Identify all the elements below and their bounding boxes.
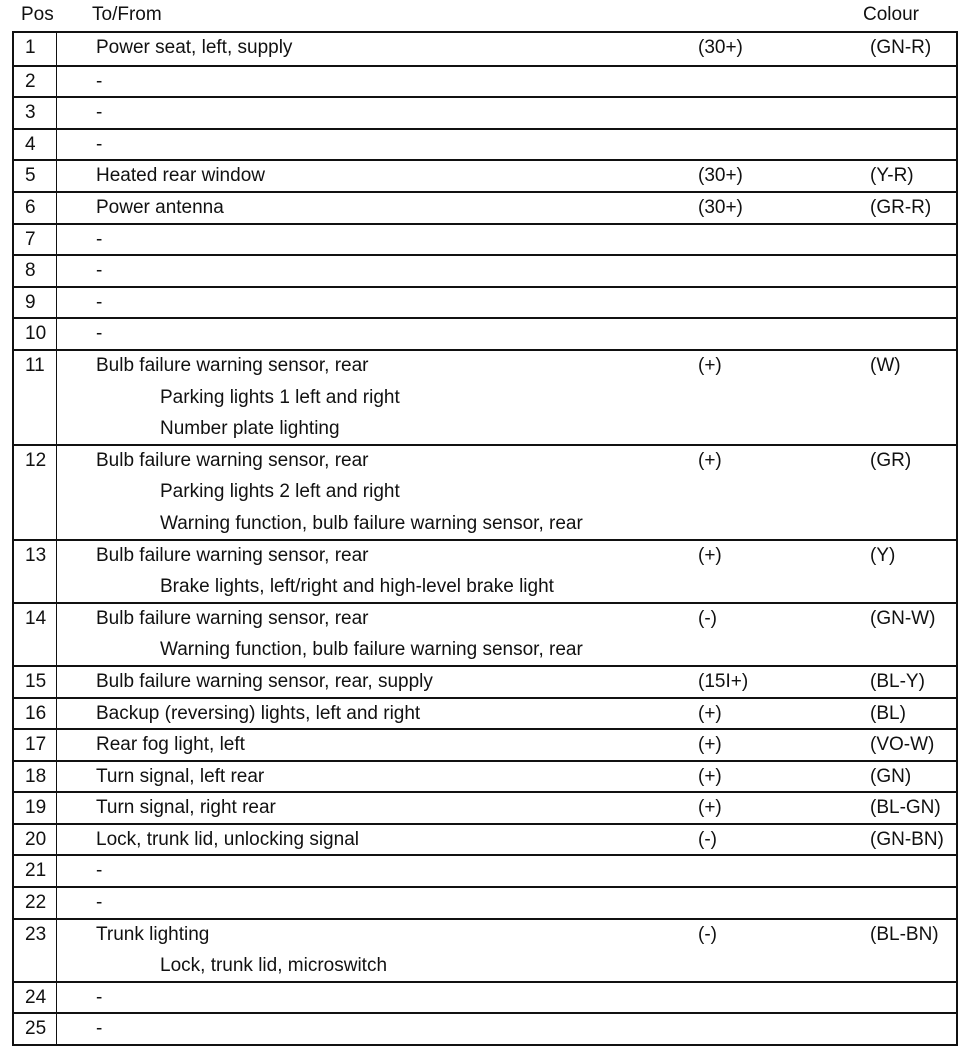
pos-cell — [14, 604, 57, 665]
pos-cell — [14, 888, 57, 918]
table-row — [14, 65, 956, 97]
pos-number: 1 — [25, 37, 36, 58]
wire-colour: (GN-BN) — [870, 828, 944, 850]
pos-cell — [14, 762, 57, 792]
pos-cell — [14, 98, 57, 128]
table-row — [14, 918, 956, 981]
description: Bulb failure warning sensor, rear — [96, 544, 369, 566]
wire-colour: (GN) — [870, 765, 912, 787]
pos-cell — [14, 793, 57, 823]
pos-number: 22 — [25, 892, 47, 914]
table-row — [14, 96, 956, 128]
table-row — [14, 159, 956, 191]
description: - — [96, 986, 103, 1008]
terminal-value: (15I+) — [698, 670, 749, 692]
sub-description: Brake lights, left/right and high-level brake light — [160, 576, 554, 598]
terminal-value: (+) — [698, 734, 722, 756]
wire-colour: (W) — [870, 354, 901, 376]
sub-description: Warning function, bulb failure warning sensor, rear — [160, 639, 583, 661]
pos-cell — [14, 319, 57, 349]
pos-cell — [14, 446, 57, 539]
pos-cell — [14, 730, 57, 760]
description: - — [96, 133, 103, 155]
pos-number: 25 — [25, 1018, 47, 1040]
description: Heated rear window — [96, 165, 265, 187]
pos-number: 12 — [25, 449, 47, 471]
terminal-value: (+) — [698, 449, 722, 471]
table-row — [14, 286, 956, 318]
pos-cell — [14, 699, 57, 729]
table-row — [14, 665, 956, 697]
terminal-value: (-) — [698, 828, 717, 850]
sub-description: Parking lights 2 left and right — [160, 481, 400, 503]
table-row — [14, 981, 956, 1013]
description: - — [96, 228, 103, 250]
pos-cell — [14, 161, 57, 191]
wire-colour: (GN-R) — [870, 37, 932, 58]
table-row — [14, 697, 956, 729]
pos-number: 6 — [25, 196, 36, 218]
pos-number: 23 — [25, 923, 47, 945]
wire-colour: (VO-W) — [870, 734, 935, 756]
pos-number: 24 — [25, 986, 47, 1008]
terminal-value: (+) — [698, 702, 722, 724]
connector-pin-table — [12, 31, 958, 1046]
wire-colour: (Y-R) — [870, 165, 914, 187]
wire-colour: (Y) — [870, 544, 896, 566]
pos-number: 18 — [25, 765, 47, 787]
table-row — [14, 1012, 956, 1044]
pos-cell — [14, 193, 57, 223]
pos-cell — [14, 351, 57, 444]
pos-number: 13 — [25, 544, 47, 566]
pos-cell — [14, 288, 57, 318]
pos-cell — [14, 130, 57, 160]
table-row — [14, 254, 956, 286]
pos-number: 4 — [25, 133, 36, 155]
pos-number: 10 — [25, 323, 47, 345]
description: Turn signal, right rear — [96, 797, 276, 819]
description: Turn signal, left rear — [96, 765, 265, 787]
sub-description: Parking lights 1 left and right — [160, 386, 400, 408]
pos-number: 15 — [25, 670, 47, 692]
description: Backup (reversing) lights, left and right — [96, 702, 421, 724]
terminal-value: (+) — [698, 544, 722, 566]
terminal-value: (+) — [698, 765, 722, 787]
table-row — [14, 128, 956, 160]
description: Trunk lighting — [96, 923, 210, 945]
pos-number: 7 — [25, 228, 36, 250]
sub-description: Lock, trunk lid, microswitch — [160, 955, 388, 977]
pos-number: 21 — [25, 860, 47, 882]
table-row — [14, 317, 956, 349]
pos-cell — [14, 856, 57, 886]
terminal-value: (30+) — [698, 196, 743, 218]
description: Bulb failure warning sensor, rear, supply — [96, 670, 433, 692]
wire-colour: (GR) — [870, 449, 912, 471]
sub-description: Warning function, bulb failure warning sensor, rear — [160, 512, 583, 534]
terminal-value: (-) — [698, 923, 717, 945]
table-row — [14, 223, 956, 255]
description: - — [96, 860, 103, 882]
pos-cell — [14, 33, 57, 65]
table-row — [14, 823, 956, 855]
wire-colour: (BL-BN) — [870, 923, 939, 945]
wire-colour: (BL-Y) — [870, 670, 925, 692]
table-row — [14, 349, 956, 444]
table-row — [14, 444, 956, 539]
table-row — [14, 191, 956, 223]
table-row — [14, 760, 956, 792]
wire-colour: (BL-GN) — [870, 797, 941, 819]
description: Bulb failure warning sensor, rear — [96, 354, 369, 376]
pos-cell — [14, 1014, 57, 1044]
table-row — [14, 602, 956, 665]
terminal-value: (+) — [698, 797, 722, 819]
terminal-value: (+) — [698, 354, 722, 376]
sub-description: Number plate lighting — [160, 418, 340, 440]
table-row — [14, 886, 956, 918]
table-row — [14, 539, 956, 602]
terminal-value: (30+) — [698, 37, 743, 58]
terminal-value: (30+) — [698, 165, 743, 187]
table-row — [14, 791, 956, 823]
pos-cell — [14, 983, 57, 1013]
description: Rear fog light, left — [96, 734, 245, 756]
column-header-pos: Pos — [21, 4, 54, 25]
description: - — [96, 323, 103, 345]
description: Bulb failure warning sensor, rear — [96, 607, 369, 629]
pos-number: 5 — [25, 165, 36, 187]
description: - — [96, 260, 103, 282]
pos-number: 3 — [25, 102, 36, 124]
pos-cell — [14, 920, 57, 981]
wire-colour: (GR-R) — [870, 196, 932, 218]
pos-number: 16 — [25, 702, 47, 724]
pos-number: 2 — [25, 70, 36, 92]
pos-number: 19 — [25, 797, 47, 819]
pos-number: 20 — [25, 828, 47, 850]
pos-number: 17 — [25, 734, 47, 756]
wire-colour: (GN-W) — [870, 607, 936, 629]
table-row — [14, 33, 956, 65]
description: - — [96, 70, 103, 92]
terminal-value: (-) — [698, 607, 717, 629]
pos-cell — [14, 667, 57, 697]
wire-colour: (BL) — [870, 702, 906, 724]
description: - — [96, 892, 103, 914]
description: Lock, trunk lid, unlocking signal — [96, 828, 359, 850]
pos-cell — [14, 541, 57, 602]
table-row — [14, 728, 956, 760]
column-header-colour: Colour — [863, 4, 919, 25]
pos-cell — [14, 225, 57, 255]
pos-number: 14 — [25, 607, 47, 629]
description: Bulb failure warning sensor, rear — [96, 449, 369, 471]
pos-cell — [14, 825, 57, 855]
pos-number: 11 — [25, 354, 45, 376]
description: Power antenna — [96, 196, 224, 218]
description: - — [96, 291, 103, 313]
pos-number: 8 — [25, 260, 36, 282]
description: - — [96, 1018, 103, 1040]
pos-number: 9 — [25, 291, 36, 313]
column-header-to-from: To/From — [92, 4, 162, 25]
table-row — [14, 854, 956, 886]
description: - — [96, 102, 103, 124]
pos-cell — [14, 256, 57, 286]
description: Power seat, left, supply — [96, 37, 293, 58]
pos-cell — [14, 67, 57, 97]
